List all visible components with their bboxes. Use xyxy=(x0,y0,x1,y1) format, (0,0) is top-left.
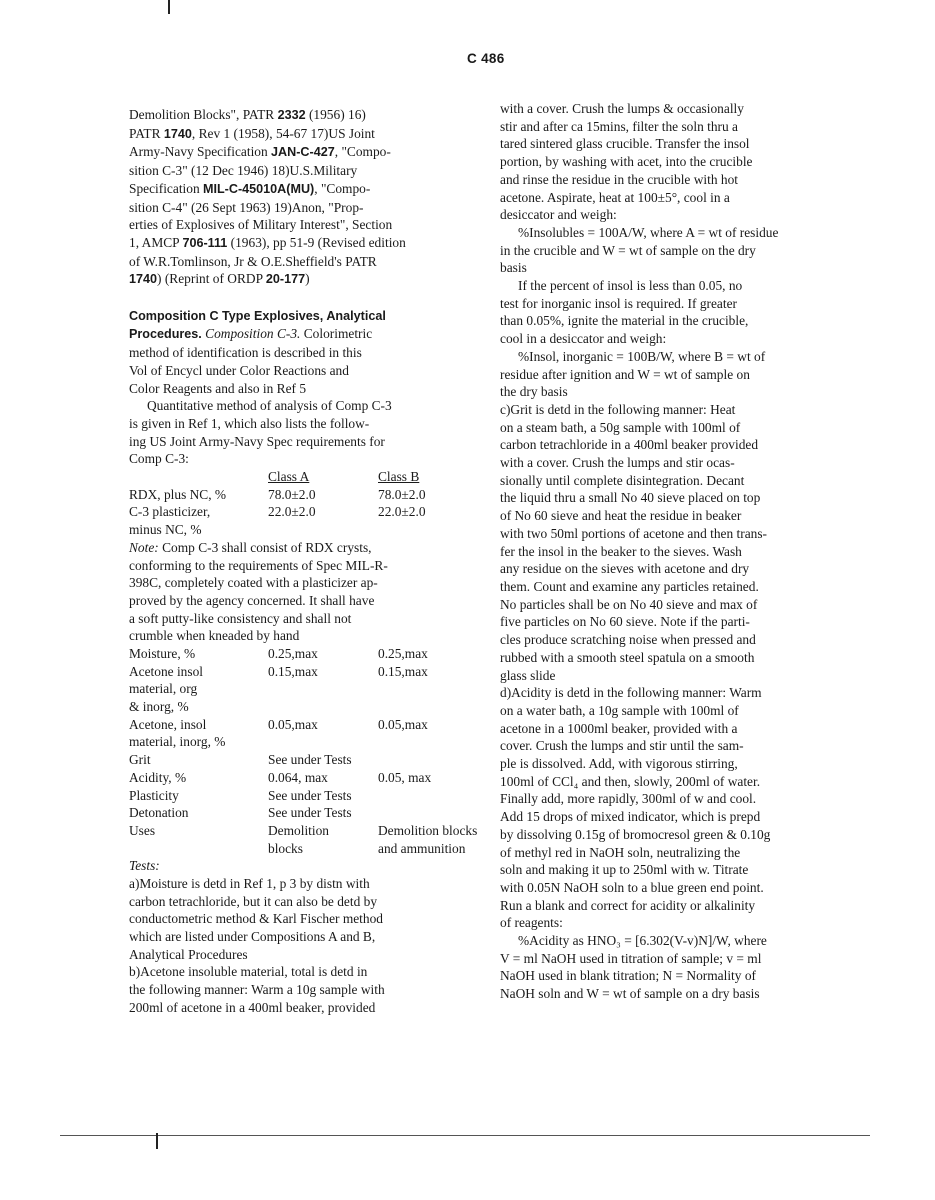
section-heading: Composition C Type Explosives, Analytical xyxy=(129,308,386,323)
body-line: of No 60 sieve and heat the residue in beaker xyxy=(500,508,742,524)
body-line: %Insolubles = 100A/W, where A = wt of residue xyxy=(518,224,779,240)
body-line: and rinse the residue in the crucible with hot xyxy=(500,171,738,187)
paragraph-line: is given in Ref 1, which also lists the follow- xyxy=(129,415,370,431)
spec-cell: 78.0±2.0 xyxy=(268,486,316,502)
spec-cell: See under Tests xyxy=(268,752,352,768)
spec-row xyxy=(129,503,501,521)
body-line: of reagents: xyxy=(500,915,563,931)
intro-line: Vol of Encycl under Color Reactions and xyxy=(129,362,349,378)
tests-line: b)Acetone insoluble material, total is detd in xyxy=(129,964,368,980)
body-line: d)Acidity is detd in the following manner: Warm xyxy=(500,685,762,701)
spec-cell: 0.05,max xyxy=(378,716,428,732)
section-heading-cont: Procedures. Composition C-3. Colorimetric xyxy=(129,326,373,342)
body-line: with two 50ml portions of acetone and then trans- xyxy=(500,525,768,541)
body-line: acetone in a 1000ml beaker, provided with a xyxy=(500,720,738,736)
reference-line: Specification MIL-C-45010A(MU), "Compo- xyxy=(129,180,371,196)
body-line: in the crucible and W = wt of sample on the dry xyxy=(500,242,756,258)
note-line: Note: Comp C-3 shall consist of RDX crysts, xyxy=(129,539,372,555)
class-a-header: Class A xyxy=(268,469,310,485)
class-header-row xyxy=(129,468,501,486)
body-line: Add 15 drops of mixed indicator, which is prepd xyxy=(500,809,761,825)
body-line: acetone. Aspirate, heat at 100±5°, cool in a xyxy=(500,189,730,205)
spec-cell: and ammunition xyxy=(378,840,466,856)
spec-cell: 0.25,max xyxy=(378,646,428,662)
reference-line: sition C-3" (12 Dec 1946) 18)U.S.Military xyxy=(129,163,358,179)
body-line: cover. Crush the lumps and stir until the sam- xyxy=(500,738,744,754)
body-line: NaOH used in blank titration; N = Normality of xyxy=(500,968,756,984)
body-line: soln and making it up to 250ml with w. Titrate xyxy=(500,862,749,878)
body-line: basis xyxy=(500,260,527,276)
reference-line: erties of Explosives of Military Interest", Section xyxy=(129,217,393,233)
tests-label: Tests: xyxy=(129,858,160,874)
body-line: sionally until complete disintegration. Decant xyxy=(500,472,745,488)
spec-table-2 xyxy=(129,645,501,857)
spec-cell: Uses xyxy=(129,822,156,838)
body-line: with 0.05N NaOH soln to a blue green end point. xyxy=(500,879,764,895)
body-line: them. Count and examine any particles retained. xyxy=(500,578,759,594)
body-line: Run a blank and correct for acidity or alkalinity xyxy=(500,897,756,913)
paragraph-line: Comp C-3: xyxy=(129,451,189,467)
body-line: No particles shall be on No 40 sieve and max of xyxy=(500,596,758,612)
spec-cell: See under Tests xyxy=(268,787,352,803)
note-line: crumble when kneaded by hand xyxy=(129,628,300,644)
body-line: by dissolving 0.15g of bromocresol green & 0.10g xyxy=(500,826,771,842)
tests-block xyxy=(129,875,501,1017)
body-line: %Acidity as HNO₃ = [6.302(V-v)N]/W, where xyxy=(518,933,767,949)
body-line: glass slide xyxy=(500,667,556,683)
body-line: fer the insol in the beaker to the sieves. Wash xyxy=(500,543,742,559)
body-line: carbon tetrachloride in a 400ml beaker provided xyxy=(500,437,759,453)
body-line: NaOH soln and W = wt of sample on a dry basis xyxy=(500,986,760,1002)
body-line: V = ml NaOH used in titration of sample; v = ml xyxy=(500,950,762,966)
references-block xyxy=(129,106,501,289)
crop-mark-top xyxy=(168,0,170,14)
reference-line: 1740) (Reprint of ORDP 20-177) xyxy=(129,271,310,287)
spec-cell: Acetone, insol xyxy=(129,716,207,732)
reference-line: Demolition Blocks", PATR 2332 (1956) 16) xyxy=(129,107,366,122)
note-line: a soft putty-like consistency and shall not xyxy=(129,610,352,626)
body-line: portion, by washing with acet, into the crucible xyxy=(500,154,753,170)
body-line: Finally add, more rapidly, 300ml of w and cool. xyxy=(500,791,757,807)
spec-cell: Plasticity xyxy=(129,787,179,803)
spec-cell: 0.05,max xyxy=(268,716,318,732)
class-b-header: Class B xyxy=(378,469,420,485)
intro-line: method of identification is described in this xyxy=(129,345,362,361)
spec-cell: C-3 plasticizer, xyxy=(129,504,211,520)
spec-table-1 xyxy=(129,486,501,539)
body-line: cool in a desiccator and weigh: xyxy=(500,331,667,347)
spec-row xyxy=(129,822,501,840)
body-line: test for inorganic insol is required. If greater xyxy=(500,295,737,311)
spec-row xyxy=(129,698,501,716)
note-line: conforming to the requirements of Spec MIL-R- xyxy=(129,557,388,573)
spec-row xyxy=(129,733,501,751)
spec-row xyxy=(129,751,501,769)
spec-cell: blocks xyxy=(268,840,303,856)
body-line: If the percent of insol is less than 0.05, no xyxy=(518,278,743,294)
spec-cell: 0.05, max xyxy=(378,769,432,785)
spec-cell: 0.15,max xyxy=(268,663,318,679)
spec-cell: 0.25,max xyxy=(268,646,318,662)
spec-row xyxy=(129,716,501,734)
paragraph-line: Quantitative method of analysis of Comp C-3 xyxy=(147,398,392,414)
body-line: with a cover. Crush the lumps and stir ocas- xyxy=(500,455,735,471)
body-line: the dry basis xyxy=(500,384,568,400)
spec-cell: minus NC, % xyxy=(129,522,202,538)
body-line: five particles on No 60 sieve. Note if the parti- xyxy=(500,614,750,630)
tests-line: 200ml of acetone in a 400ml beaker, provided xyxy=(129,999,376,1015)
note-line: 398C, completely coated with a plasticizer ap- xyxy=(129,575,378,591)
tests-line: Analytical Procedures xyxy=(129,946,248,962)
spec-row xyxy=(129,521,501,539)
body-line: c)Grit is detd in the following manner: Heat xyxy=(500,401,736,417)
body-line: of methyl red in NaOH soln, neutralizing the xyxy=(500,844,741,860)
spec-row xyxy=(129,769,501,787)
body-line: than 0.05%, ignite the material in the crucible, xyxy=(500,313,749,329)
spec-row xyxy=(129,680,501,698)
left-column xyxy=(129,106,501,1017)
spec-cell: 22.0±2.0 xyxy=(378,504,426,520)
body-line: the liquid thru a small No 40 sieve placed on top xyxy=(500,490,761,506)
reference-line: PATR 1740, Rev 1 (1958), 54-67 17)US Joint xyxy=(129,125,375,141)
tests-line: the following manner: Warm a 10g sample with xyxy=(129,982,385,998)
crop-mark-bottom xyxy=(156,1133,158,1149)
spec-cell: Moisture, % xyxy=(129,646,196,662)
body-line: any residue on the sieves with acetone and dry xyxy=(500,561,750,577)
bottom-rule xyxy=(60,1135,870,1136)
page-number: C 486 xyxy=(467,51,505,66)
spec-cell: Demolition xyxy=(268,822,329,838)
tests-line: which are listed under Compositions A and B, xyxy=(129,929,376,945)
reference-line: Army-Navy Specification JAN-C-427, "Compo- xyxy=(129,144,391,160)
spec-cell: RDX, plus NC, % xyxy=(129,486,227,502)
body-line: residue after ignition and W = wt of sample on xyxy=(500,366,750,382)
reference-line: sition C-4" (26 Sept 1963) 19)Anon, "Prop- xyxy=(129,199,364,215)
body-line: on a water bath, a 10g sample with 100ml of xyxy=(500,702,739,718)
note-line: proved by the agency concerned. It shall have xyxy=(129,592,375,608)
spec-row xyxy=(129,645,501,663)
intro-line: Color Reagents and also in Ref 5 xyxy=(129,380,307,396)
body-line: ple is dissolved. Add, with vigorous stirring, xyxy=(500,756,738,772)
spec-cell: 0.15,max xyxy=(378,663,428,679)
right-column xyxy=(500,100,835,1003)
spec-cell: Grit xyxy=(129,752,151,768)
body-line: with a cover. Crush the lumps & occasionally xyxy=(500,101,744,116)
body-line: tared sintered glass crucible. Transfer the insol xyxy=(500,136,750,152)
body-line: %Insol, inorganic = 100B/W, where B = wt of xyxy=(518,348,766,364)
paragraph-line: ing US Joint Army-Navy Spec requirements for xyxy=(129,433,385,449)
body-line: rubbed with a smooth steel spatula on a smooth xyxy=(500,649,755,665)
spec-cell: 0.064, max xyxy=(268,769,328,785)
spec-cell: 22.0±2.0 xyxy=(268,504,316,520)
spec-cell: Acetone insol xyxy=(129,663,204,679)
spec-row xyxy=(129,804,501,822)
body-line: cles produce scratching noise when pressed and xyxy=(500,632,756,648)
body-line: on a steam bath, a 50g sample with 100ml of xyxy=(500,419,741,435)
spec-row xyxy=(129,486,501,504)
spec-row xyxy=(129,840,501,858)
spec-cell: material, inorg, % xyxy=(129,734,226,750)
spec-cell: Acidity, % xyxy=(129,769,187,785)
spec-row xyxy=(129,663,501,681)
tests-line: conductometric method & Karl Fischer method xyxy=(129,911,383,927)
spec-cell: See under Tests xyxy=(268,805,352,821)
spec-cell: material, org xyxy=(129,681,198,697)
tests-line: carbon tetrachloride, but it can also be detd by xyxy=(129,893,378,909)
spec-row xyxy=(129,787,501,805)
reference-line: 1, AMCP 706-111 (1963), pp 51-9 (Revised edition xyxy=(129,234,406,250)
spec-cell: & inorg, % xyxy=(129,699,189,715)
body-line: stir and after ca 15mins, filter the soln thru a xyxy=(500,118,738,134)
reference-line: of W.R.Tomlinson, Jr & O.E.Sheffield's PATR xyxy=(129,253,377,269)
body-line: desiccator and weigh: xyxy=(500,207,617,223)
tests-line: a)Moisture is detd in Ref 1, p 3 by distn with xyxy=(129,875,370,891)
body-line: 100ml of CCl₄ and then, slowly, 200ml of water. xyxy=(500,773,761,789)
spec-cell: 78.0±2.0 xyxy=(378,486,426,502)
spec-cell: Demolition blocks xyxy=(378,822,478,838)
spec-cell: Detonation xyxy=(129,805,189,821)
